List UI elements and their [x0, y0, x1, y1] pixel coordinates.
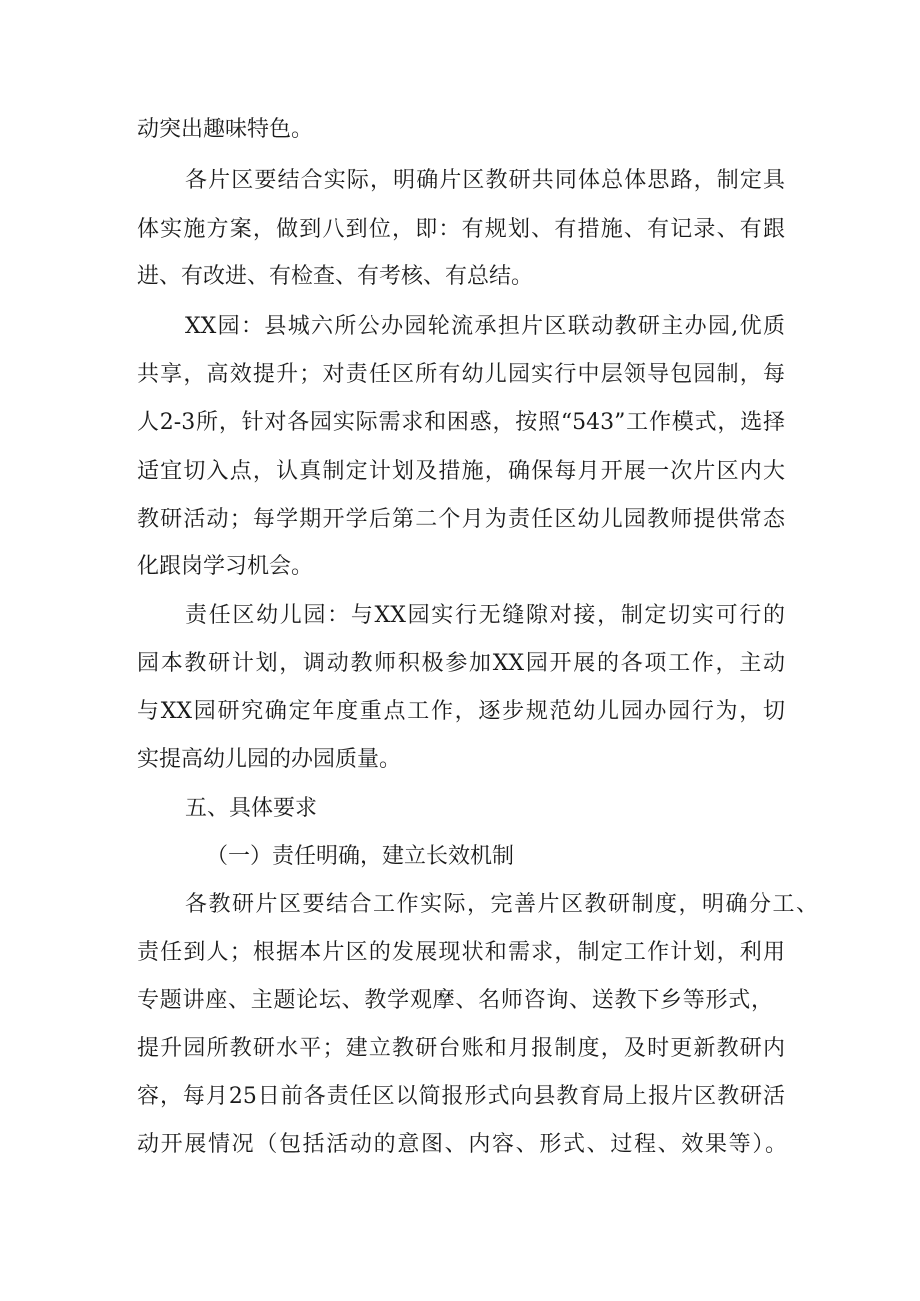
paragraph-line: 进、有改进、有检查、有考核、有总结。 — [137, 264, 534, 289]
paragraph-line: 教研活动；每学期开学后第二个月为责任区幼儿园教师提供常态 — [137, 507, 785, 532]
paragraph-line: 共享，高效提升；对责任区所有幼儿园实行中层领导包园制，每 — [137, 362, 785, 387]
paragraph-line: 动突出趣味特色。 — [137, 117, 314, 142]
section-heading: 五、具体要求 — [185, 796, 318, 821]
paragraph-line: 容，每月25日前各责任区以简报形式向县教育局上报片区教研活 — [137, 1084, 785, 1109]
paragraph-line: 化跟岗学习机会。 — [137, 554, 314, 579]
paragraph-line: XX园：县城六所公办园轮流承担片区联动教研主办园,优质 — [185, 314, 785, 339]
paragraph-line: 专题讲座、主题论坛、教学观摩、名师咨询、送教下乡等形式， — [137, 988, 773, 1013]
paragraph-line: 各教研片区要结合工作实际，完善片区教研制度，明确分工、 — [185, 892, 818, 917]
paragraph-line: 各片区要结合实际，明确片区教研共同体总体思路，制定具 — [185, 168, 785, 193]
paragraph-line: 与XX园研究确定年度重点工作，逐步规范幼儿园办园行为，切 — [137, 699, 785, 724]
paragraph-line: 提升园所教研水平；建立教研台账和月报制度，及时更新教研内 — [137, 1036, 785, 1061]
paragraph-line: 园本教研计划，调动教师积极参加XX园开展的各项工作，主动 — [137, 651, 785, 676]
subsection-heading: （一）责任明确，建立长效机制 — [206, 844, 515, 869]
paragraph-line: 人2-3所，针对各园实际需求和困惑，按照“543”工作模式，选择 — [137, 410, 785, 435]
paragraph-line: 适宜切入点，认真制定计划及措施，确保每月开展一次片区内大 — [137, 459, 785, 484]
paragraph-line: 体实施方案，做到八到位，即：有规划、有措施、有记录、有跟 — [137, 217, 785, 242]
paragraph-line: 责任到人；根据本片区的发展现状和需求，制定工作计划，利用 — [137, 940, 785, 965]
paragraph-line: 动开展情况（包括活动的意图、内容、形式、过程、效果等）。 — [137, 1132, 787, 1157]
paragraph-line: 责任区幼儿园：与XX园实行无缝隙对接，制定切实可行的 — [185, 603, 785, 628]
paragraph-line: 实提高幼儿园的办园质量。 — [137, 747, 402, 772]
